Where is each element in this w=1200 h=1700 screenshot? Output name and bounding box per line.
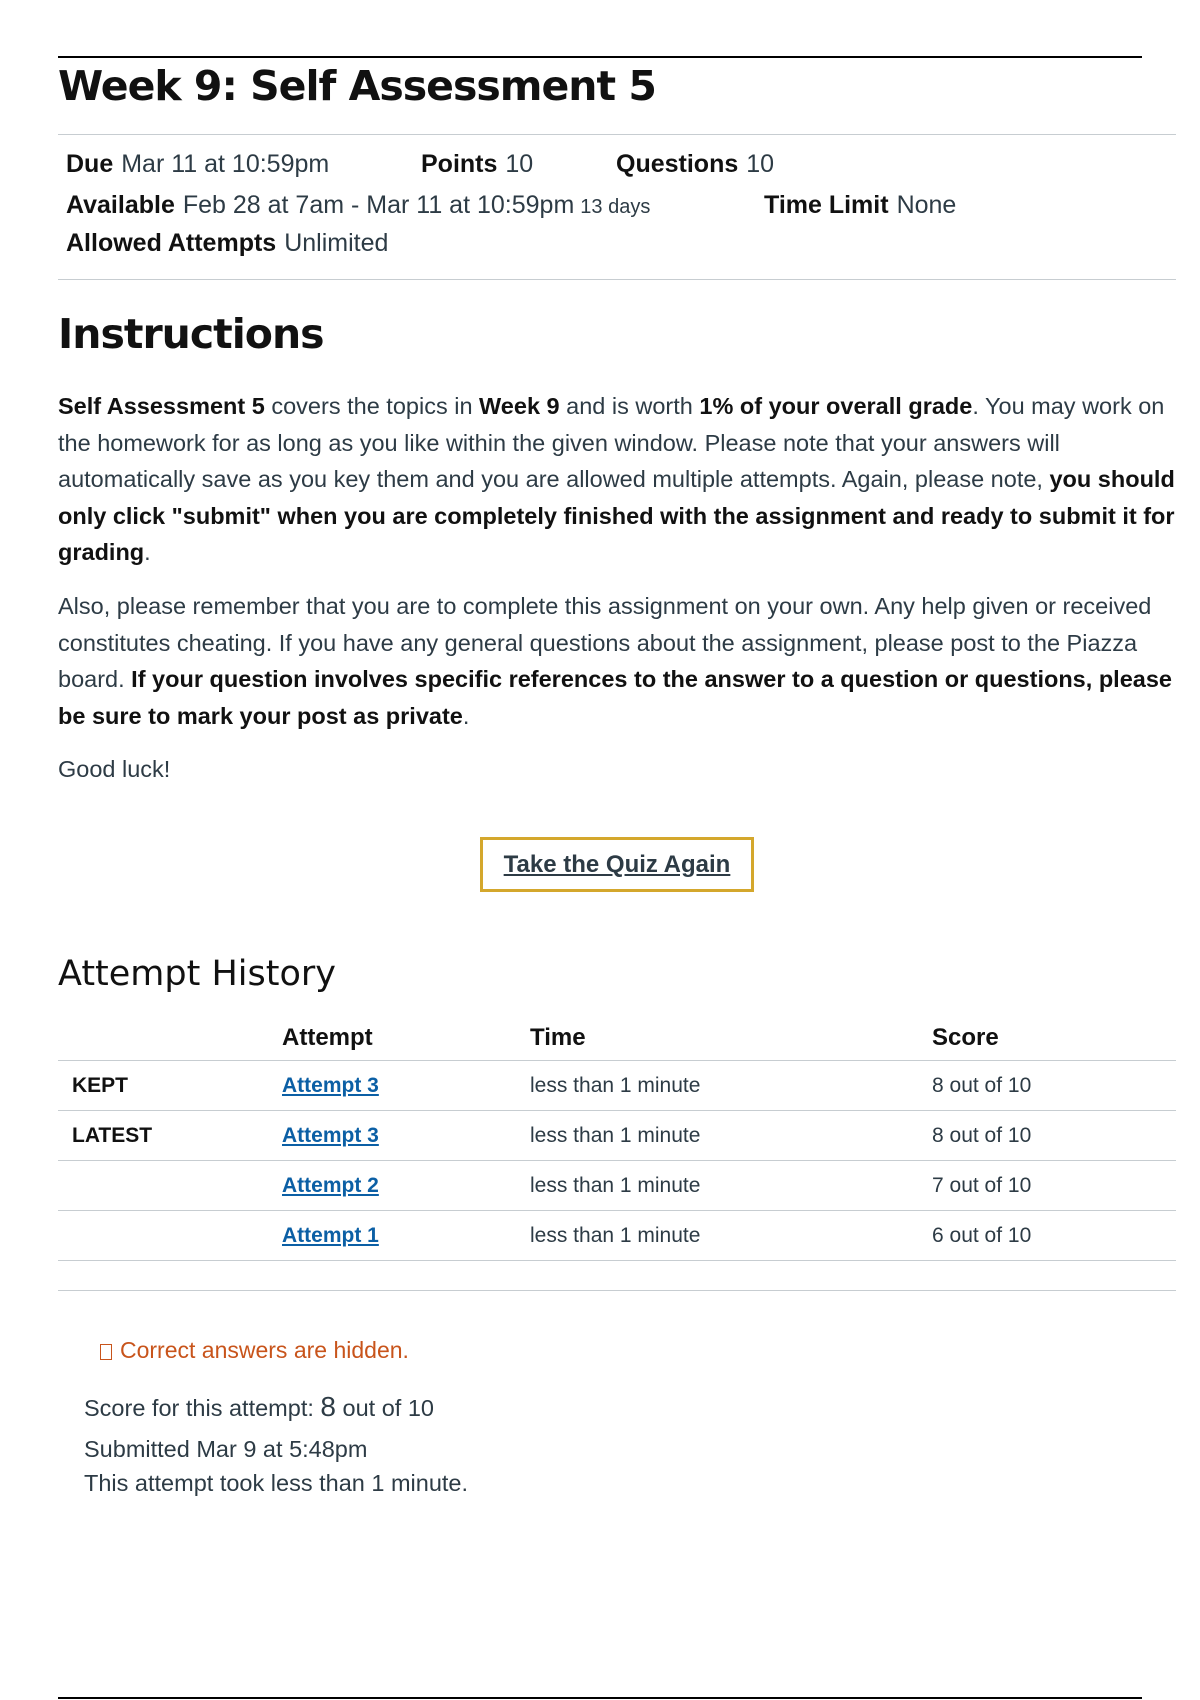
page-title: Week 9: Self Assessment 5 — [58, 62, 656, 110]
p1-bold-4: you should only click "submit" when you are completely finished with the assignment and ready to submit it for grading — [58, 466, 1175, 565]
attempt-link[interactable]: Attempt 1 — [282, 1223, 379, 1247]
take-quiz-again-button[interactable]: Take the Quiz Again — [480, 837, 754, 892]
due-info — [66, 150, 329, 179]
attempt-score: 6 out of 10 — [932, 1211, 1176, 1261]
table-header-row — [58, 1015, 1176, 1061]
column-header-time: Time — [530, 1015, 932, 1061]
available-duration: 13 days — [580, 196, 651, 218]
attempt-score: 8 out of 10 — [932, 1111, 1176, 1161]
time-limit-label: Time Limit — [764, 191, 889, 219]
instructions-paragraph-2 — [58, 588, 1178, 734]
instructions-heading: Instructions — [58, 310, 324, 358]
row-tag — [58, 1161, 282, 1211]
points-label: Points — [421, 150, 498, 178]
p1-text-1: covers the topics in — [264, 393, 480, 419]
p1-text-4: . — [144, 539, 151, 565]
due-value: Mar 11 at 10:59pm — [121, 150, 330, 178]
available-label: Available — [66, 191, 175, 219]
column-header-score: Score — [932, 1015, 1176, 1061]
top-divider — [58, 56, 1142, 58]
time-limit-info — [764, 191, 956, 220]
table-row — [58, 1061, 1176, 1111]
row-tag — [58, 1211, 282, 1261]
hidden-notice-text: Correct answers are hidden. — [120, 1337, 409, 1363]
attempt-score-line — [84, 1391, 434, 1423]
available-info — [66, 191, 650, 220]
attempts-info — [66, 229, 388, 258]
due-label: Due — [66, 150, 114, 178]
time-limit-value: None — [896, 191, 957, 219]
correct-answers-hidden-notice — [100, 1337, 409, 1364]
table-row — [58, 1111, 1176, 1161]
questions-info — [616, 150, 774, 179]
attempt-history-table — [58, 1015, 1176, 1261]
row-tag: LATEST — [58, 1111, 282, 1161]
instructions-paragraph-1 — [58, 388, 1178, 571]
p2-text-1: Also, please remember that you are to complete this assignment on your own. Any help given or received constitutes cheating. If you have any general questions about the assignment, please post to the Piazza board. — [58, 593, 1152, 692]
p1-bold-2: Week 9 — [479, 393, 560, 419]
attempt-score: 8 out of 10 — [932, 1061, 1176, 1111]
submitted-time: Submitted Mar 9 at 5:48pm — [84, 1436, 368, 1462]
attempt-link[interactable]: Attempt 3 — [282, 1123, 379, 1147]
attempt-time: less than 1 minute — [530, 1061, 932, 1111]
meta-divider — [58, 279, 1176, 280]
history-divider — [58, 1290, 1176, 1291]
table-row — [58, 1211, 1176, 1261]
score-suffix: out of 10 — [335, 1395, 434, 1421]
attempt-time: less than 1 minute — [530, 1111, 932, 1161]
attempts-label: Allowed Attempts — [66, 229, 277, 257]
score-value: 8 — [320, 1391, 336, 1422]
p2-text-2: . — [462, 702, 470, 729]
header-divider — [58, 134, 1176, 135]
questions-value: 10 — [746, 150, 775, 178]
points-value: 10 — [505, 150, 534, 178]
instructions-paragraph-3: Good luck! — [58, 756, 171, 782]
points-info — [421, 150, 533, 179]
p1-text-3: . You may work on the homework for as long as you like within the given window. Please note that your answers will automatically save as you key them and you are allowed multiple attempts. Again, please note, — [58, 393, 1165, 492]
attempts-value: Unlimited — [284, 229, 389, 257]
table-row — [58, 1161, 1176, 1211]
available-value: Feb 28 at 7am - Mar 11 at 10:59pm — [182, 191, 575, 219]
row-tag: KEPT — [58, 1061, 282, 1111]
attempt-time: less than 1 minute — [530, 1161, 932, 1211]
column-header-attempt: Attempt — [282, 1015, 530, 1061]
bottom-divider — [58, 1697, 1142, 1699]
attempt-score: 7 out of 10 — [932, 1161, 1176, 1211]
p1-bold-1: Self Assessment 5 — [58, 393, 265, 419]
warning-box-icon — [100, 1344, 112, 1360]
column-header-tag — [58, 1015, 282, 1061]
score-prefix: Score for this attempt: — [84, 1395, 321, 1421]
attempt-link[interactable]: Attempt 2 — [282, 1173, 379, 1197]
questions-label: Questions — [616, 150, 739, 178]
attempt-duration: This attempt took less than 1 minute. — [84, 1470, 469, 1496]
p1-bold-3: 1% of your overall grade — [699, 393, 973, 419]
attempt-link[interactable]: Attempt 3 — [282, 1073, 379, 1097]
p2-bold-1: If your question involves specific references to the answer to a question or questions, please be sure to mark your post as private — [58, 666, 1172, 729]
attempt-time: less than 1 minute — [530, 1211, 932, 1261]
attempt-history-heading: Attempt History — [58, 954, 336, 994]
p1-text-2: and is worth — [559, 393, 700, 419]
